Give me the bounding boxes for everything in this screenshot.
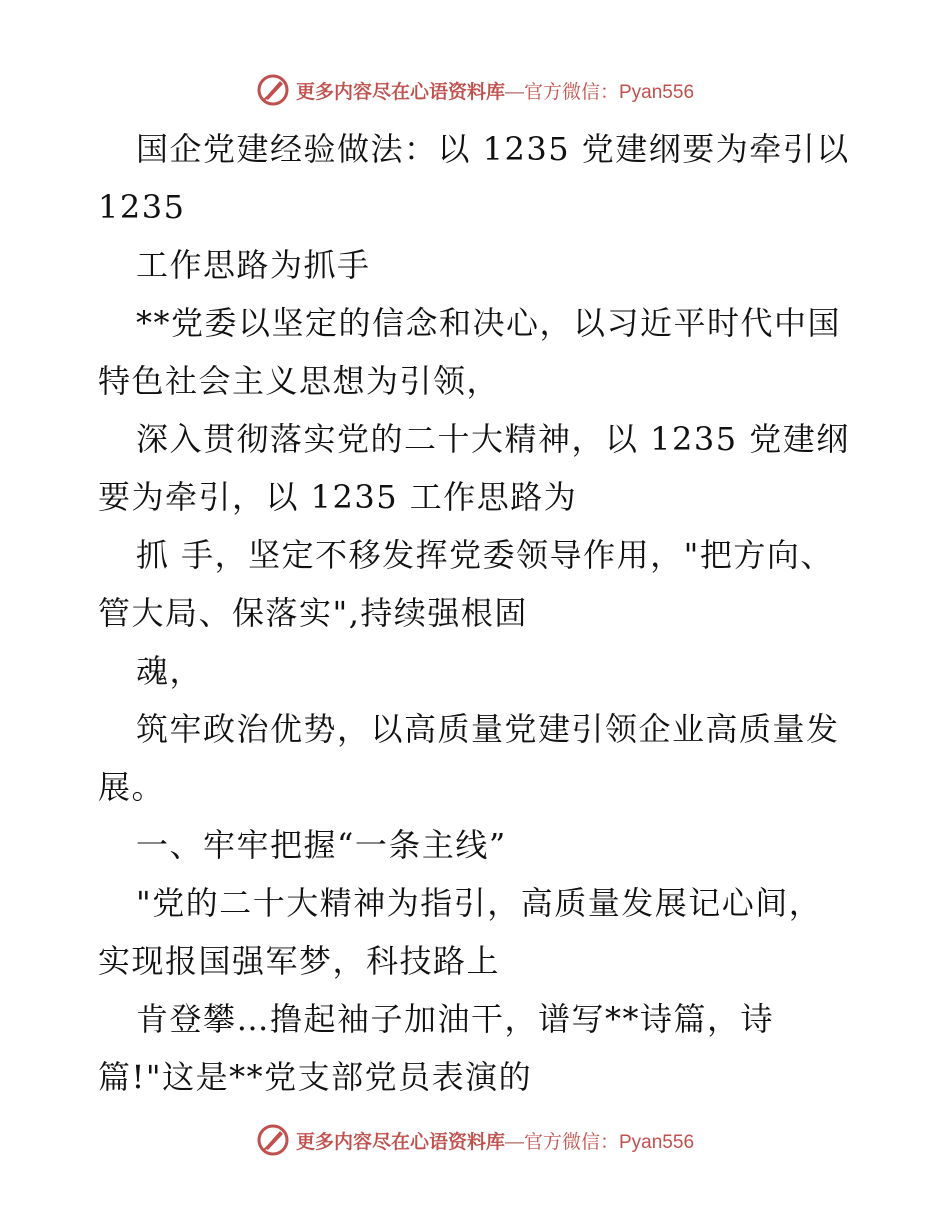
- watermark-wechat-label: 官方微信：: [523, 81, 619, 103]
- body-line: 工作思路为抓手: [136, 246, 371, 284]
- body-line: 管大局、保落实",持续强根固: [98, 594, 528, 632]
- body-line: "党的二十大精神为指引，高质量发展记心间，: [136, 884, 823, 922]
- body-line: 展。: [98, 768, 166, 806]
- watermark-text: [296, 1127, 694, 1154]
- watermark-separator: —: [504, 81, 524, 103]
- watermark-wechat-id: Pyan556: [619, 1131, 695, 1153]
- body-line: 特色社会主义思想为引领，: [98, 362, 501, 400]
- watermark-text: [296, 77, 694, 104]
- body-line: 抓 手，坚定不移发挥党委领导作用，"把方向、: [136, 536, 834, 574]
- document-body: [98, 120, 858, 1106]
- section-heading: 一、牢牢把握“一条主线”: [136, 826, 507, 864]
- watermark-brand: 更多内容尽在心语资料库: [295, 1131, 505, 1153]
- header-watermark: [0, 70, 950, 110]
- watermark-wechat-label: 官方微信：: [523, 1131, 619, 1153]
- footer-watermark: [0, 1120, 950, 1160]
- body-line: 深入贯彻落实党的二十大精神，以 1235 党建纲: [136, 420, 850, 458]
- watermark-separator: —: [504, 1131, 524, 1153]
- watermark-wechat-id: Pyan556: [619, 81, 695, 103]
- feather-quill-logo-icon: [256, 1123, 290, 1157]
- body-line: **党委以坚定的信念和决心，以习近平时代中国: [136, 304, 842, 342]
- body-line: 1235: [98, 188, 186, 226]
- body-line: 实现报国强军梦，科技路上: [98, 942, 501, 980]
- body-line: 筑牢政治优势，以高质量党建引领企业高质量发: [136, 710, 840, 748]
- feather-quill-logo-icon: [256, 73, 290, 107]
- body-line: 要为牵引，以 1235 工作思路为: [98, 478, 578, 516]
- body-line: 肯登攀…撸起袖子加油干，谱写**诗篇，诗: [136, 1000, 775, 1038]
- watermark-brand: 更多内容尽在心语资料库: [295, 81, 505, 103]
- body-line: 国企党建经验做法：以 1235 党建纲要为牵引以: [136, 130, 850, 168]
- body-line: 魂，: [136, 652, 204, 690]
- body-line: 篇!"这是**党支部党员表演的: [98, 1058, 533, 1096]
